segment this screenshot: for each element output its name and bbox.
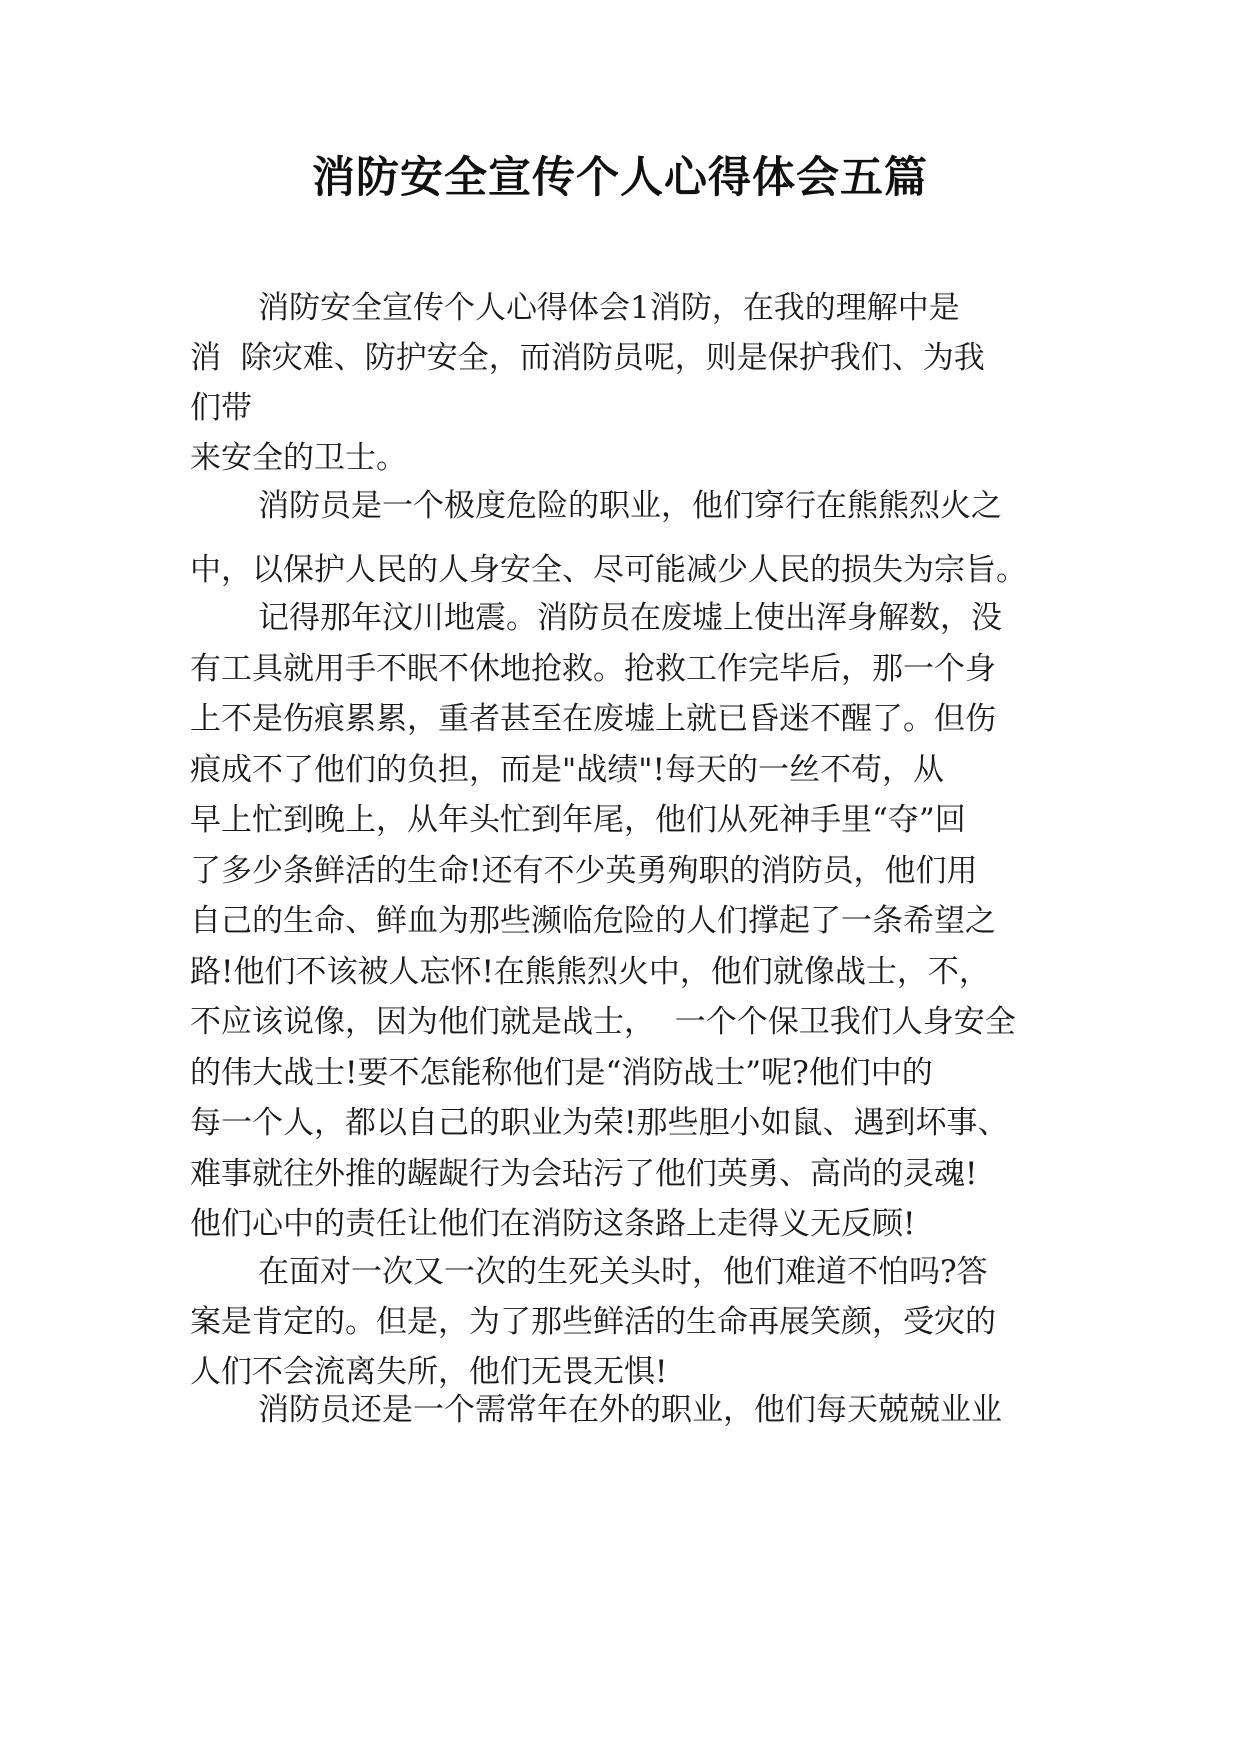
paragraph-line: 人们不会流离失所，他们无畏无惧! — [190, 1354, 668, 1390]
paragraph-line: 不应该说像，因为他们就是战士， 一个个保卫我们人身安全 — [190, 1004, 1016, 1040]
paragraph-3 — [190, 593, 1050, 1250]
paragraph-line: 们带 — [190, 390, 252, 426]
paragraph-line: 了多少条鲜活的生命!还有不少英勇殉职的消防员，他们用 — [190, 852, 978, 889]
paragraph-line: 记得那年汶川地震。消防员在废墟上使出浑身解数，没 — [258, 600, 1002, 636]
paragraph-line: 每一个人，都以自己的职业为荣!那些胆小如鼠、遇到坏事、 — [190, 1105, 1009, 1141]
paragraph-line: 难事就往外推的龌龊行为会玷污了他们英勇、高尚的灵魂! — [190, 1155, 978, 1192]
paragraph-line: 痕成不了他们的负担，而是"战绩"!每天的一丝不苟，从 — [190, 751, 944, 788]
paragraph-line: 消防安全宣传个人心得体会1消防，在我的理解中是 — [258, 290, 960, 326]
paragraph-line: 有工具就用手不眠不休地抢救。抢救工作完毕后，那一个身 — [190, 650, 996, 687]
paragraph-line: 案是肯定的。但是，为了那些鲜活的生命再展笑颜，受灾的 — [190, 1304, 996, 1340]
paragraph-line: 的伟大战士!要不怎能称他们是“消防战士”呢?他们中的 — [190, 1054, 933, 1091]
paragraph-line: 在面对一次又一次的生死关头时，他们难道不怕吗?答 — [258, 1254, 988, 1290]
paragraph-line: 来安全的卫士。 — [190, 440, 407, 476]
paragraph-line: 路!他们不该被人忘怀!在熊熊烈火中，他们就像战士，不， — [190, 953, 990, 990]
paragraph-line: 消防员是一个极度危险的职业，他们穿行在熊熊烈火之 — [258, 488, 1002, 524]
paragraph-line: 上不是伤痕累累，重者甚至在废墟上就已昏迷不醒了。但伤 — [190, 701, 996, 737]
paragraph-line: 中，以保护人民的人身安全、尽可能减少人民的损失为宗旨。 — [190, 552, 1027, 588]
paragraph-line: 早上忙到晚上，从年头忙到年尾，他们从死神手里“夺”回 — [190, 802, 966, 838]
paragraph-2 — [190, 474, 1050, 602]
paragraph-1 — [190, 283, 1050, 483]
paragraph-5 — [190, 1385, 1050, 1435]
paragraph-line: 消 除灾难、防护安全，而消防员呢，则是保护我们、为我 — [190, 340, 985, 376]
paragraph-line: 自己的生命、鲜血为那些濒临危险的人们撑起了一条希望之 — [190, 903, 996, 939]
paragraph-line: 消防员还是一个需常年在外的职业，他们每天兢兢业业 — [258, 1392, 1002, 1428]
paragraph-line: 他们心中的责任让他们在消防这条路上走得义无反顾! — [190, 1206, 916, 1242]
paragraph-4 — [190, 1247, 1050, 1397]
document-title: 消防安全宣传个人心得体会五篇 — [312, 153, 928, 203]
